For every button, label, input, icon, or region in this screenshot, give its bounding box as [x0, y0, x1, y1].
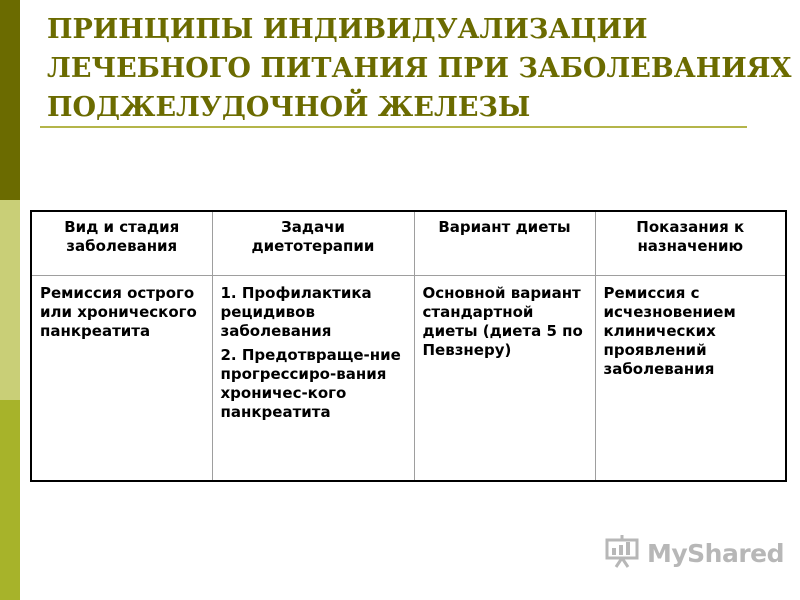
task-item-2: 2. Предотвраще-ние прогрессиро-вания хроничес-кого панкреатита: [220, 345, 401, 421]
cell-diet-tasks: [212, 275, 414, 481]
title-underline: [40, 126, 747, 128]
left-stripe-top: [0, 0, 20, 200]
header-diet-tasks: Задачи диетотерапии: [212, 211, 414, 275]
header-indications: Показания к назначению: [595, 211, 786, 275]
watermark-text: MyShared: [647, 538, 785, 568]
slide-title-line-1: ПРИНЦИПЫ ИНДИВИДУАЛИЗАЦИИ: [47, 14, 648, 45]
table-row: [31, 275, 786, 481]
slide-title-line-3: ПОДЖЕЛУДОЧНОЙ ЖЕЛЕЗЫ: [47, 92, 531, 123]
cell-indications: Ремиссия с исчезновением клинических проявлений заболевания: [595, 275, 786, 481]
table-header-row: [31, 211, 786, 275]
presentation-board-icon: [605, 534, 643, 572]
left-stripe-middle: [0, 200, 20, 400]
task-item-1: 1. Профилактика рецидивов заболевания: [220, 283, 372, 340]
cell-disease-stage: Ремиссия острого или хронического панкреатита: [31, 275, 212, 481]
diet-principles-table: [30, 210, 787, 482]
header-disease-stage: Вид и стадия заболевания: [31, 211, 212, 275]
slide-title: [47, 10, 792, 127]
cell-diet-variant: Основной вариант стандартной диеты (диета 5 по Певзнеру): [414, 275, 595, 481]
slide-title-line-2: ЛЕЧЕБНОГО ПИТАНИЯ ПРИ ЗАБОЛЕВАНИЯХ: [47, 53, 792, 84]
header-diet-variant: Вариант диеты: [414, 211, 595, 275]
left-stripe-bottom: [0, 400, 20, 600]
watermark-logo: [605, 536, 784, 570]
